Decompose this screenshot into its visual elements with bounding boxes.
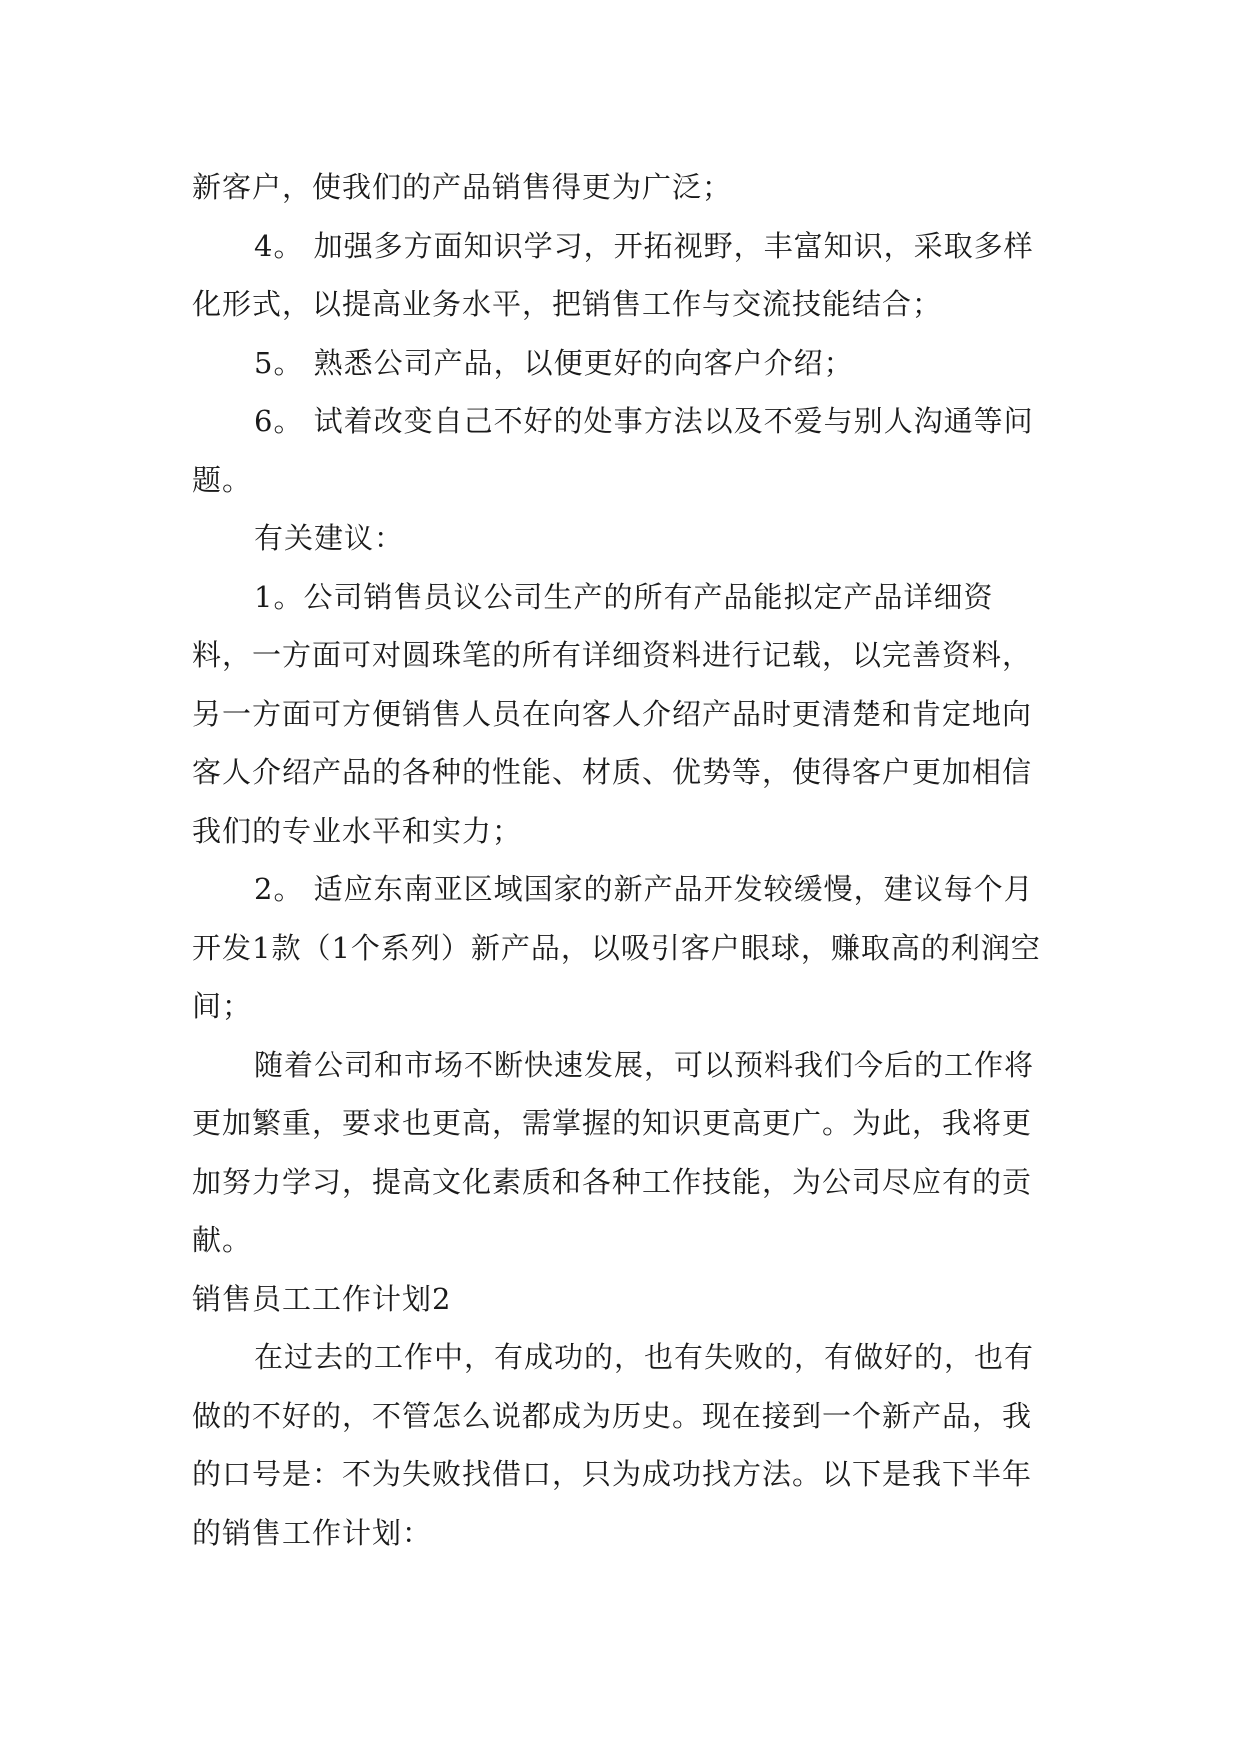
document-body <box>192 158 1052 1562</box>
section-title: 销售员工工作计划2 <box>192 1281 452 1316</box>
paragraph-suggestion-1: 1。公司销售员议公司生产的所有产品能拟定产品详细资料，一方面可对圆珠笔的所有详细资料进行记载，以完善资料，另一方面可方便销售人员在向客人介绍产品时更清楚和肯定地向客人介绍产品的各种的性能、材质、优势等，使得客户更加相信我们的专业水平和实力； <box>192 579 1033 848</box>
paragraph-item-5: 5。 熟悉公司产品，以便更好的向客户介绍； <box>254 345 854 380</box>
paragraph-item-6: 6。 试着改变自己不好的处事方法以及不爱与别人沟通等问题。 <box>192 404 1034 497</box>
paragraph-intro: 在过去的工作中，有成功的，也有失败的，有做好的，也有做的不好的，不管怎么说都成为历史。现在接到一个新产品，我的口号是：不为失败找借口，只为成功找方法。以下是我下半年的销售工作计划： <box>192 1340 1035 1550</box>
paragraph-suggestions-heading: 有关建议： <box>254 521 405 555</box>
paragraph-suggestion-2: 2。 适应东南亚区域国家的新产品开发较缓慢，建议每个月开发1款（1个系列）新产品，以吸引客户眼球，赚取高的利润空间； <box>192 872 1041 1023</box>
paragraph-conclusion: 随着公司和市场不断快速发展，可以预料我们今后的工作将更加繁重，要求也更高，需掌握的知识更高更广。为此，我将更加努力学习，提高文化素质和各种工作技能，为公司尽应有的贡献。 <box>192 1047 1035 1257</box>
paragraph-item-4: 4。 加强多方面知识学习，开拓视野，丰富知识，采取多样化形式，以提高业务水平，把销售工作与交流技能结合； <box>192 228 1034 321</box>
paragraph-continuation: 新客户，使我们的产品销售得更为广泛； <box>192 170 733 204</box>
